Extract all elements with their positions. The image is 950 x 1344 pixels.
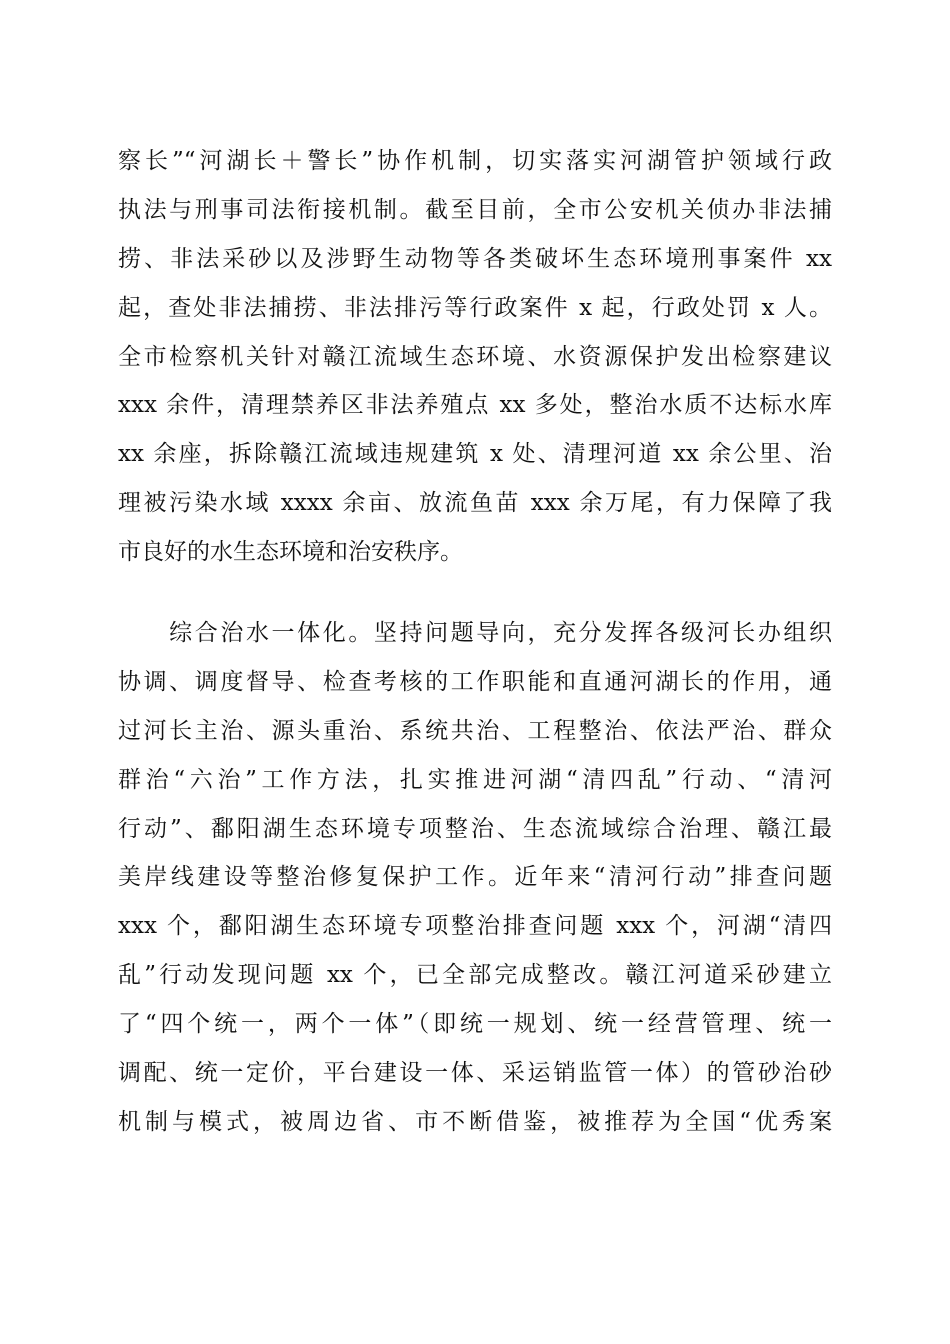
text-line: 综合治水一体化。坚持问题导向，充分发挥各级河长办组织 — [118, 620, 832, 646]
text-line: 全市检察机关针对赣江流域生态环境、水资源保护发出检察建议 — [118, 343, 832, 370]
text-line: 察长”“河湖长＋警长”协作机制，切实落实河湖管护领域行政 — [118, 148, 832, 174]
text-line: 乱”行动发现问题 xx 个，已全部完成整改。赣江河道采砂建立 — [118, 962, 832, 989]
text-line: 协调、调度督导、检查考核的工作职能和直通河湖长的作用，通 — [118, 668, 832, 695]
text-line: 行动”、鄱阳湖生态环境专项整治、生态流域综合治理、赣江最 — [118, 815, 832, 842]
text-line: xxx 个，鄱阳湖生态环境专项整治排查问题 xxx 个，河湖“清四 — [118, 913, 832, 940]
text-line: xx 余座，拆除赣江流域违规建筑 x 处、清理河道 xx 余公里、治 — [118, 441, 832, 468]
text-line: 理被污染水域 xxxx 余亩、放流鱼苗 xxx 余万尾，有力保障了我 — [118, 490, 832, 517]
text-line: 机制与模式，被周边省、市不断借鉴，被推荐为全国“优秀案 — [118, 1108, 832, 1135]
text-line: 了“四个统一，两个一体”（即统一规划、统一经营管理、统一 — [118, 1011, 832, 1038]
text-line: 捞、非法采砂以及涉野生动物等各类破坏生态环境刑事案件 xx — [118, 245, 832, 272]
text-line: 执法与刑事司法衔接机制。截至目前，全市公安机关侦办非法捕 — [118, 196, 832, 223]
text-line: 群治“六治”工作方法，扎实推进河湖“清四乱”行动、“清河 — [118, 766, 832, 793]
text-line: xxx 余件，清理禁养区非法养殖点 xx 多处，整治水质不达标水库 — [118, 392, 832, 419]
paragraph-2 — [118, 609, 832, 1147]
text-line: 调配、统一定价，平台建设一体、采运销监管一体）的管砂治砂 — [118, 1060, 832, 1087]
text-line: 市良好的水生态环境和治安秩序。 — [118, 539, 463, 566]
text-line: 美岸线建设等整治修复保护工作。近年来“清河行动”排查问题 — [118, 864, 832, 891]
paragraph-1 — [118, 137, 832, 577]
text-line: 起，查处非法捕捞、非法排污等行政案件 x 起，行政处罚 x 人。 — [118, 294, 832, 321]
text-line: 过河长主治、源头重治、系统共治、工程整治、依法严治、群众 — [118, 717, 832, 744]
